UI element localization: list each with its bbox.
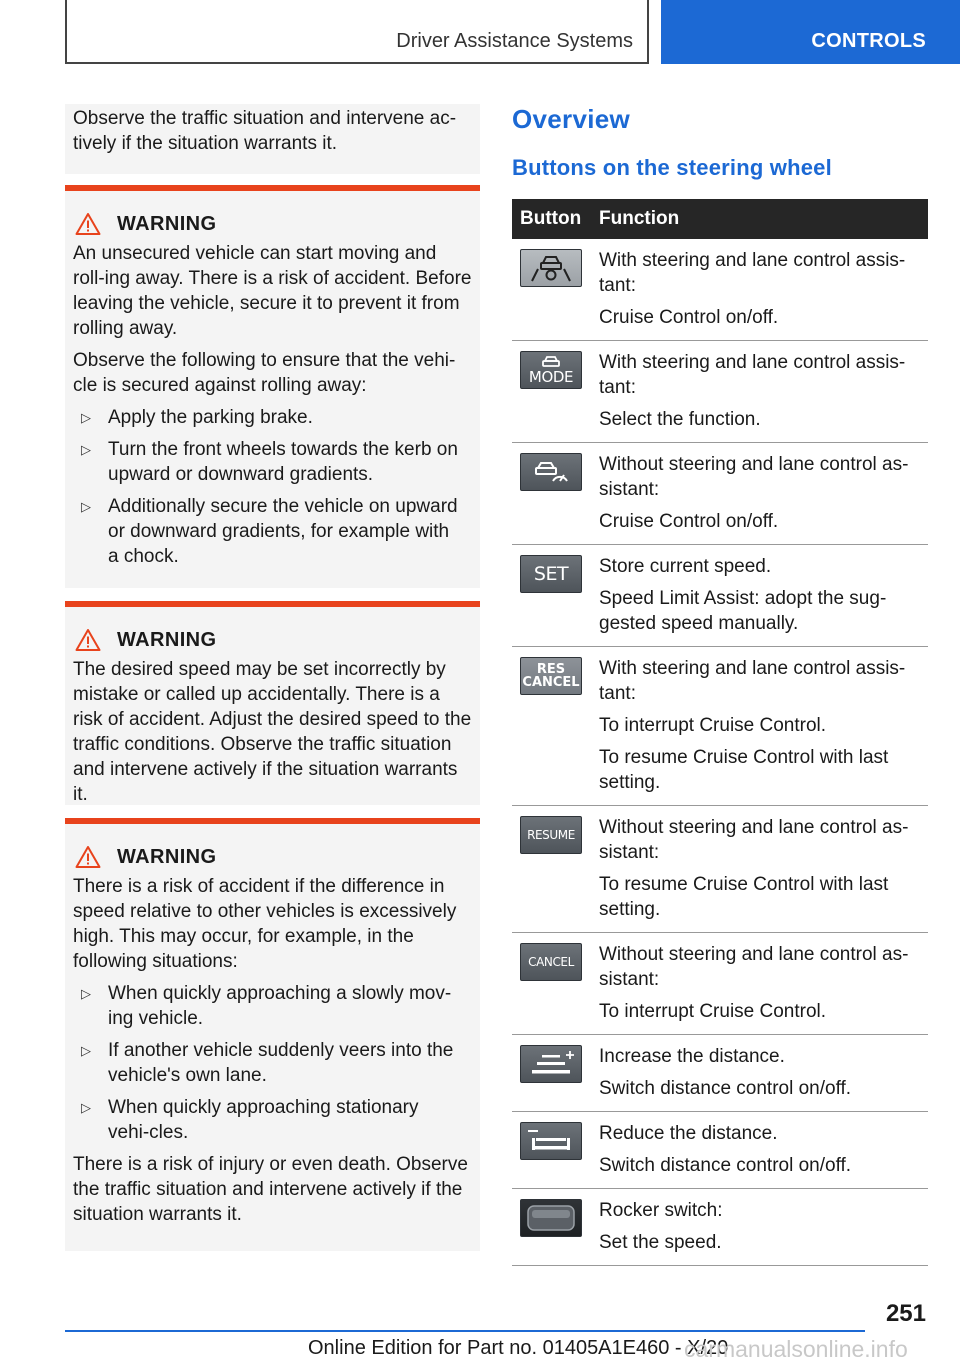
section-heading: Overview	[512, 104, 631, 134]
function-text: With steering and lane control assis-tant:	[599, 658, 906, 704]
table-row	[512, 545, 928, 647]
header-section-box	[65, 0, 649, 64]
warning-box-1	[65, 185, 480, 588]
resume-button-label: RESUME	[527, 827, 575, 842]
distance-reduce-icon	[520, 1122, 582, 1160]
warning-paragraph: Observe the following to ensure that the vehi-cle is secured against rolling away:	[73, 350, 456, 396]
table-row	[512, 239, 928, 341]
warning-triangle-icon	[75, 212, 101, 236]
warning-closing: There is a risk of injury or even death. Observe the traffic situation and intervene actively if the situation warrants it.	[73, 1154, 468, 1225]
table-row	[512, 1112, 928, 1189]
header-chapter-box	[661, 0, 960, 64]
list-item: ▷ When quickly approaching a slowly mov-ing vehicle.	[73, 981, 472, 1031]
header-section-title: Driver Assistance Systems	[396, 30, 633, 52]
warning-paragraph: There is a risk of accident if the difference in speed relative to other vehicles is excessively high. This may occur, for example, in the following situations:	[73, 876, 457, 972]
list-item: ▷ Additionally secure the vehicle on upward or downward gradients, for example with a chock.	[73, 494, 472, 569]
note-text: Observe the traffic situation and intervene ac-tively if the situation warrants it.	[73, 108, 457, 154]
table-row	[512, 341, 928, 443]
function-text: Set the speed.	[599, 1232, 722, 1253]
steering-lane-cruise-icon	[520, 249, 582, 287]
function-text: Store current speed.	[599, 556, 772, 577]
resume-button-icon	[520, 816, 582, 854]
warning-triangle-icon	[75, 845, 101, 869]
warning-heading	[73, 625, 472, 655]
function-text: To resume Cruise Control with last setting.	[599, 747, 889, 793]
warning-list	[73, 981, 472, 1145]
function-text: Increase the distance.	[599, 1046, 785, 1067]
warning-paragraph: An unsecured vehicle can start moving and roll-ing away. There is a risk of accident. Before leaving the vehicle, secure it to prevent it from rolling away.	[73, 243, 472, 339]
warning-heading	[73, 842, 472, 872]
function-text: With steering and lane control assis-tant:	[599, 250, 906, 296]
table-row	[512, 647, 928, 806]
function-text: Reduce the distance.	[599, 1123, 778, 1144]
column-header-button: Button	[520, 208, 582, 229]
warning-title: WARNING	[117, 628, 217, 651]
section-subheading: Buttons on the steering wheel	[512, 155, 832, 180]
function-text: Switch distance control on/off.	[599, 1078, 852, 1099]
function-text: Cruise Control on/off.	[599, 307, 779, 328]
column-header-function: Function	[599, 208, 680, 229]
table-row	[512, 1189, 928, 1266]
function-text: Switch distance control on/off.	[599, 1155, 852, 1176]
distance-increase-icon	[520, 1045, 582, 1083]
header-chapter-title: CONTROLS	[811, 30, 926, 52]
function-text: To interrupt Cruise Control.	[599, 715, 827, 736]
footer-edition: Online Edition for Part no. 01405A1E460 - X/20	[308, 1337, 729, 1359]
buttons-table	[512, 199, 928, 1266]
footer-watermark: carmanualsonline.info	[684, 1336, 908, 1362]
warning-title: WARNING	[117, 212, 217, 235]
warning-title: WARNING	[117, 845, 217, 868]
set-button-label: SET	[533, 562, 569, 585]
mode-button-label: MODE	[528, 368, 574, 386]
warning-triangle-icon	[75, 628, 101, 652]
function-text: Cruise Control on/off.	[599, 511, 779, 532]
function-text: To resume Cruise Control with last setting.	[599, 874, 889, 920]
res-button-label: RES	[536, 662, 566, 677]
function-text: Select the function.	[599, 409, 761, 430]
list-item: ▷ Apply the parking brake.	[73, 405, 472, 430]
warning-heading	[73, 209, 472, 239]
function-text: Without steering and lane control as-sistant:	[599, 817, 909, 863]
function-text: Speed Limit Assist: adopt the sug-gested speed manually.	[599, 588, 887, 634]
function-text: Rocker switch:	[599, 1200, 723, 1221]
cancel-button-icon	[520, 943, 582, 981]
warning-list	[73, 405, 472, 569]
list-item: ▷ Turn the front wheels towards the kerb on upward or downward gradients.	[73, 437, 472, 487]
set-button-icon	[520, 555, 582, 593]
function-text: Without steering and lane control as-sistant:	[599, 454, 909, 500]
mode-button-icon	[520, 351, 582, 389]
function-text: With steering and lane control assis-tant:	[599, 352, 906, 398]
note-box	[65, 104, 480, 174]
function-text: Without steering and lane control as-sistant:	[599, 944, 909, 990]
page-number: 251	[885, 1300, 926, 1327]
table-row	[512, 806, 928, 933]
list-item: ▷ When quickly approaching stationary vehi-cles.	[73, 1095, 472, 1145]
left-column	[65, 104, 480, 1251]
list-item: ▷ If another vehicle suddenly veers into the vehicle's own lane.	[73, 1038, 472, 1088]
table-header-row	[512, 199, 928, 239]
rocker-switch-icon	[520, 1199, 582, 1237]
cancel-button-label: CANCEL	[528, 954, 574, 969]
table-row	[512, 443, 928, 545]
warning-box-2	[65, 601, 480, 805]
warning-box-3	[65, 818, 480, 1251]
right-column	[512, 104, 928, 1266]
table-row	[512, 933, 928, 1035]
cruise-control-icon	[520, 453, 582, 491]
res-cancel-button-icon	[520, 657, 582, 695]
footer-rule	[65, 1330, 865, 1332]
function-text: To interrupt Cruise Control.	[599, 1001, 827, 1022]
warning-paragraph: The desired speed may be set incorrectly by mistake or called up accidentally. There is a risk of accident. Adjust the desired speed to the traffic conditions. Observe the traffic situation and intervene actively if the situation warrants it.	[73, 659, 472, 805]
cancel-button-label: CANCEL	[522, 675, 580, 690]
table-row	[512, 1035, 928, 1112]
